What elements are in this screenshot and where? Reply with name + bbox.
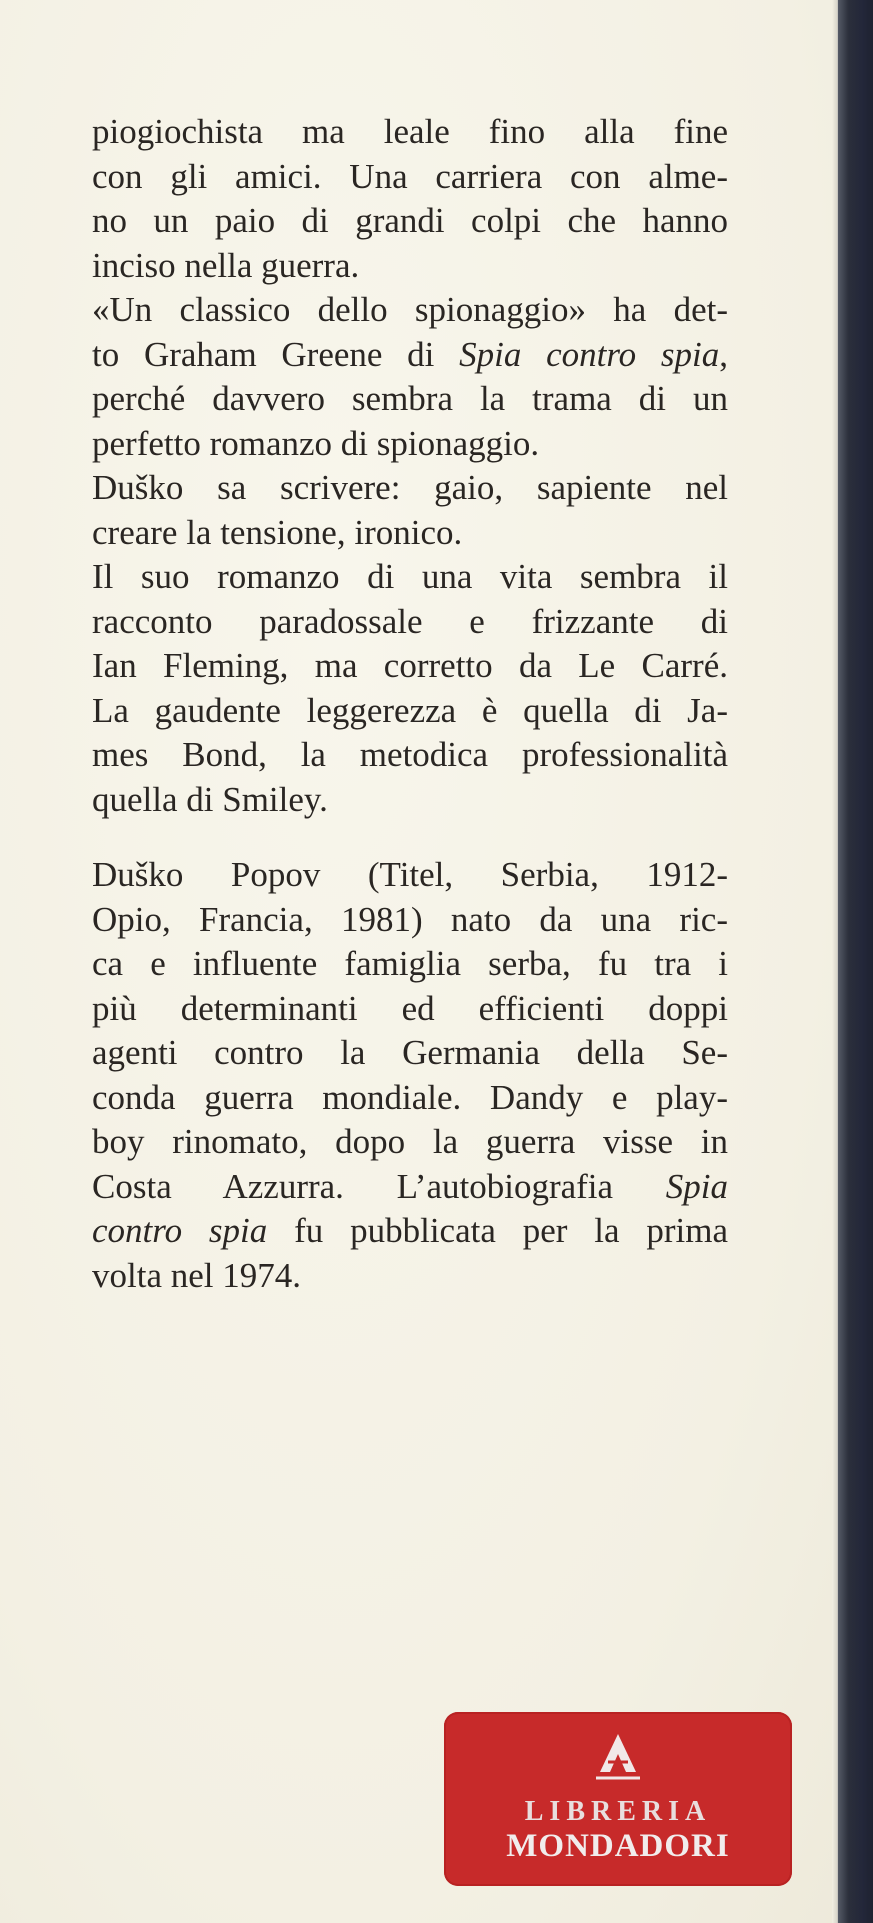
logo-text-libreria: LIBRERIA — [524, 1796, 712, 1827]
text-line: Duško sa scrivere: gaio, sapiente nel — [92, 468, 728, 507]
text-line: Duško Popov (Titel, Serbia, 1912- — [92, 855, 728, 894]
book-title-italic: Spia contro spia — [459, 334, 720, 374]
book-title-italic: Spia — [665, 1166, 728, 1206]
text-line: Il suo romanzo di una vita sembra il — [92, 557, 728, 596]
text-line: Opio, Francia, 1981) nato da una ric- — [92, 899, 728, 939]
text-line: La gaudente leggerezza è quella di Ja- — [92, 690, 728, 730]
text-line: racconto paradossale e frizzante di — [92, 601, 728, 641]
text-segment: Costa Azzurra. L’autobiografia — [92, 1166, 666, 1206]
text-line: ca e influente famiglia serba, fu tra i — [92, 944, 728, 983]
text-line: Ian Fleming, ma corretto da Le Carré. — [92, 646, 728, 685]
text-line: mes Bond, la metodica professionalità — [92, 735, 728, 774]
text-line: agenti contro la Germania della Se- — [92, 1033, 728, 1072]
text-line: no un paio di grandi colpi che hanno — [92, 201, 728, 240]
text-line: inciso nella guerra. — [92, 245, 360, 285]
logo-text-mondadori: MONDADORI — [506, 1828, 730, 1864]
text-line: «Un classico dello spionaggio» ha det- — [92, 290, 728, 329]
text-line — [92, 1209, 728, 1254]
text-line: conda guerra mondiale. Dandy e play- — [92, 1077, 728, 1117]
text-line — [92, 1165, 728, 1210]
text-line: perché davvero sembra la trama di un — [92, 379, 728, 418]
text-line — [92, 333, 728, 378]
text-segment: , — [719, 334, 728, 374]
author-bio — [92, 853, 728, 1298]
text-segment: to Graham Greene di — [92, 334, 460, 374]
text-line: perfetto romanzo di spionaggio. — [92, 423, 540, 463]
text-line: boy rinomato, dopo la guerra visse in — [92, 1122, 728, 1161]
mondadori-rose-icon — [592, 1732, 644, 1780]
book-title-italic: contro spia — [92, 1211, 268, 1250]
text-line: quella di Smiley. — [92, 779, 328, 819]
book-spine — [838, 0, 873, 1923]
text-line: creare la tensione, ironico. — [92, 512, 463, 552]
text-line: più determinanti ed efficienti doppi — [92, 988, 728, 1028]
libreria-mondadori-logo — [444, 1712, 792, 1886]
text-segment: fu pubblicata per la prima — [267, 1211, 728, 1250]
text-line: volta nel 1974. — [92, 1255, 301, 1295]
text-line: con gli amici. Una carriera con alme- — [92, 156, 728, 196]
description-text — [92, 110, 728, 822]
text-line: piogiochista ma leale fino alla fine — [92, 112, 728, 151]
